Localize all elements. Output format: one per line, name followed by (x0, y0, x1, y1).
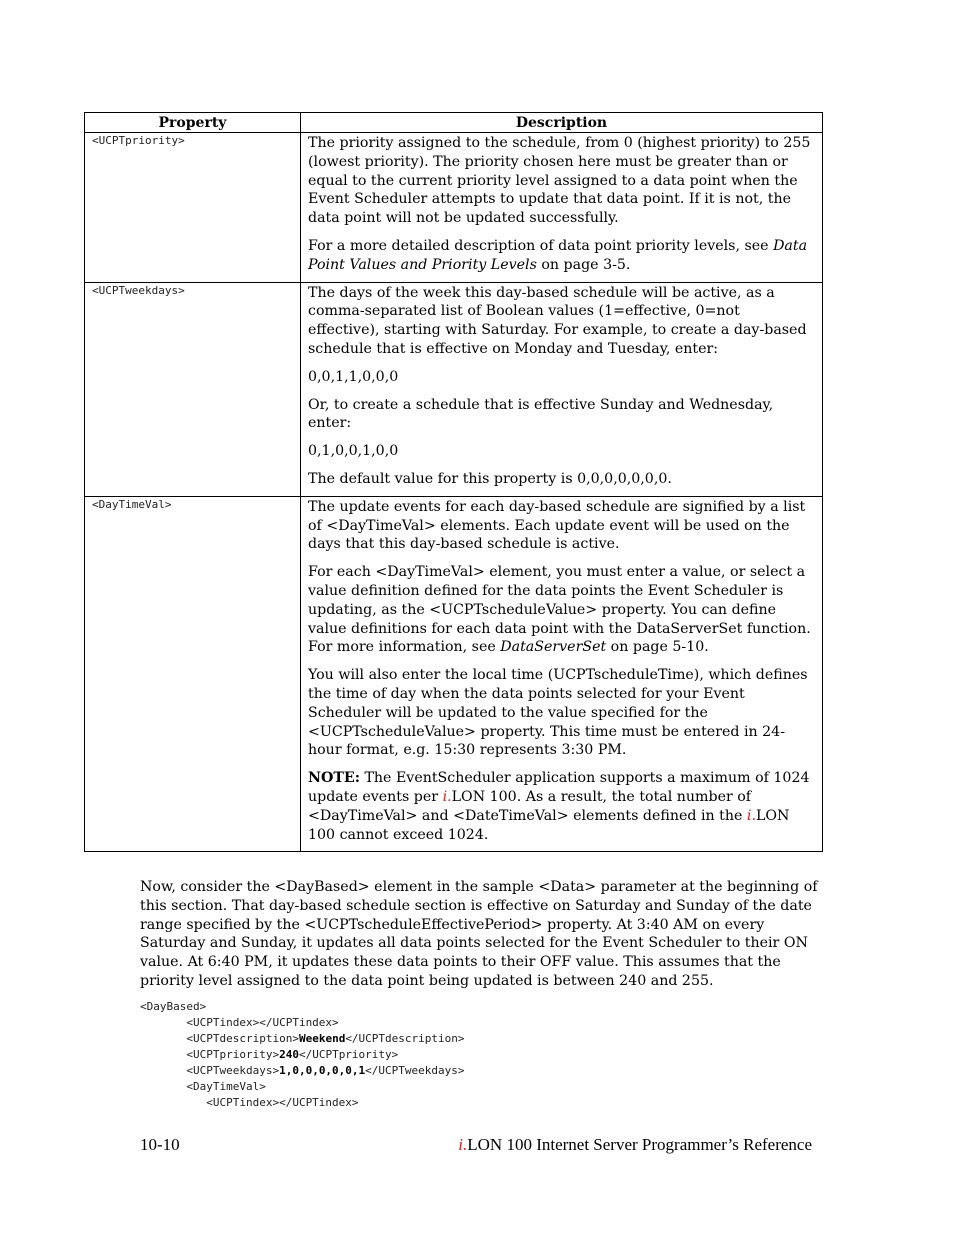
cross-reference: DataServerSet (500, 639, 607, 656)
table-header-row (85, 113, 823, 133)
code-line: <UCPTindex></UCPTindex> (140, 1016, 339, 1029)
brand-i: i. (458, 1135, 468, 1154)
desc-paragraph: For each <DayTimeVal> element, you must enter a value, or select a value definition defined for the data points the Event Scheduler is updating, as the <UCPTscheduleValue> property. You can define value definitions for each data point with the DataServerSet function. For more information, see DataServerSet on page 5-10. (308, 564, 811, 656)
header-property: Property (85, 113, 301, 133)
code-line: <UCPTindex></UCPTindex> (140, 1096, 359, 1109)
note-label: NOTE: (308, 770, 360, 787)
property-description (301, 496, 823, 852)
cross-reference: Data Point Values and Priority Levels (308, 237, 808, 273)
table-row (85, 133, 823, 283)
code-sample (140, 999, 465, 1111)
desc-paragraph: 0,1,0,0,1,0,0 (308, 443, 399, 460)
footer-title: i.LON 100 Internet Server Programmer’s Reference (458, 1135, 812, 1154)
code-line: <UCPTweekdays>1,0,0,0,0,0,1</UCPTweekdays> (140, 1064, 465, 1077)
desc-paragraph: The priority assigned to the schedule, from 0 (highest priority) to 255 (lowest priority). The priority chosen here must be greater than or equal to the current priority level assigned to a data point when the Event Scheduler attempts to update that data point. If it is not, the data point will not be updated successfully. (308, 135, 811, 227)
brand-i: i. (746, 807, 756, 824)
desc-paragraph: Or, to create a schedule that is effective Sunday and Wednesday, enter: (308, 396, 774, 432)
property-name: <DayTimeVal> (85, 496, 301, 852)
desc-paragraph: 0,0,1,1,0,0,0 (308, 368, 399, 385)
property-table (84, 112, 823, 852)
brand-i: i. (442, 788, 452, 805)
desc-paragraph: You will also enter the local time (UCPTscheduleTime), which defines the time of day when the data points selected for your Event Scheduler will be updated to the value specified for the <UCPTscheduleValue> property. This time must be entered in 24-hour format, e.g. 15:30 represents 3:30 PM. (308, 667, 808, 759)
code-line: <UCPTpriority>240</UCPTpriority> (140, 1048, 399, 1061)
desc-paragraph: The default value for this property is 0,0,0,0,0,0,0. (308, 470, 672, 487)
desc-paragraph: The days of the week this day-based schedule will be active, as a comma-separated list of Boolean values (1=effective, 0=not effective), starting with Saturday. For example, to create a day-based schedule that is effective on Monday and Tuesday, enter: (308, 284, 807, 357)
property-description (301, 133, 823, 283)
table-row (85, 496, 823, 852)
header-description: Description (301, 113, 823, 133)
property-description (301, 282, 823, 496)
desc-paragraph: For a more detailed description of data point priority levels, see Data Point Values and Priority Levels on page 3-5. (308, 237, 808, 273)
table-row (85, 282, 823, 496)
property-name: <UCPTweekdays> (85, 282, 301, 496)
desc-paragraph: The update events for each day-based schedule are signified by a list of <DayTimeVal> elements. Each update event will be used on the days that this day-based schedule is active. (308, 498, 806, 553)
code-line: <UCPTdescription>Weekend</UCPTdescription> (140, 1032, 465, 1045)
body-paragraph: Now, consider the <DayBased> element in the sample <Data> parameter at the beginning of this section. That day-based schedule section is effective on Saturday and Sunday of the date range specified by the <UCPTscheduleEffectivePeriod> property. At 3:40 AM on every Saturday and Sunday, it updates all data points selected for the Event Scheduler to their ON value. At 6:40 PM, it updates these data points to their OFF value. This assumes that the priority level assigned to the data point being updated is between 240 and 255. (140, 879, 818, 989)
code-line: <DayTimeVal> (140, 1080, 266, 1093)
code-line: <DayBased> (140, 1000, 207, 1013)
note-paragraph: NOTE: The EventScheduler application supports a maximum of 1024 update events per i.LON 100. As a result, the total number of <DayTimeVal> and <DateTimeVal> elements defined in the i.LON 100 cannot exceed 1024. (308, 770, 810, 843)
property-name: <UCPTpriority> (85, 133, 301, 283)
page-number: 10-10 (140, 1135, 180, 1154)
